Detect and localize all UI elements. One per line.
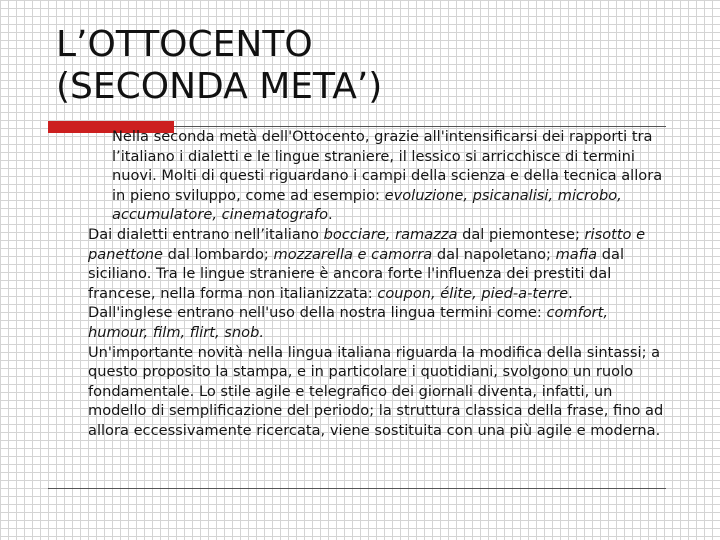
italic-term-run: mafia	[555, 245, 598, 263]
paragraph-2	[88, 225, 668, 303]
bottom-divider-line	[48, 488, 666, 489]
italic-term-run: mozzarella e camorra	[273, 245, 433, 263]
italic-term-run: comfort, humour, film, flirt, snob.	[88, 304, 609, 341]
text-run: .	[328, 206, 333, 224]
italic-term-run: risotto e panettone	[88, 225, 646, 263]
text-run: .	[568, 284, 573, 302]
text-run: Dai dialetti entrano nell’italiano	[88, 225, 324, 243]
paragraph-1	[88, 127, 668, 225]
title-line-2: (SECONDA META’)	[56, 66, 383, 107]
title-line-1: L’OTTOCENTO	[56, 24, 313, 65]
paragraph-3	[88, 303, 668, 342]
slide-title	[56, 24, 656, 108]
text-run: dal siciliano. Tra le lingue straniere è ancora forte l'influenza dei prestiti dal francese, nella forma non italianizzata:	[88, 245, 625, 302]
paragraph-4	[88, 343, 668, 441]
text-run: dal piemontese;	[457, 225, 585, 243]
text-run: Nella seconda metà dell'Ottocento, grazie all'intensificarsi dei rapporti tra l’italiano i dialetti e le lingue straniere, il lessico si arricchisce di termini nuovi. Molti di questi riguardano i campi della scienza e della tecnica allora in pieno sviluppo, come ad esempio:	[112, 128, 663, 204]
text-run: dal napoletano;	[432, 245, 556, 263]
slide-body	[88, 127, 668, 441]
text-run: dal lombardo;	[163, 245, 274, 263]
italic-term-run: evoluzione, psicanalisi, microbo, accumulatore, cinematografo	[112, 186, 622, 224]
text-run: Dall'inglese entrano nell'uso della nostra lingua termini come:	[88, 304, 547, 322]
text-run: Un'importante novità nella lingua italiana riguarda la modifica della sintassi; a questo proposito la stampa, e in particolare i quotidiani, svolgono un ruolo fondamentale. Lo stile agile e telegrafico dei giornali diventa, infatti, un modello di semplificazione del periodo; la struttura classica della frase, fino ad allora eccessivamente ricercata, viene sostituita con una più agile e moderna.	[88, 343, 664, 439]
italic-term-run: bocciare, ramazza	[323, 225, 458, 243]
italic-term-run: coupon, élite, pied-a-terre	[377, 284, 569, 302]
